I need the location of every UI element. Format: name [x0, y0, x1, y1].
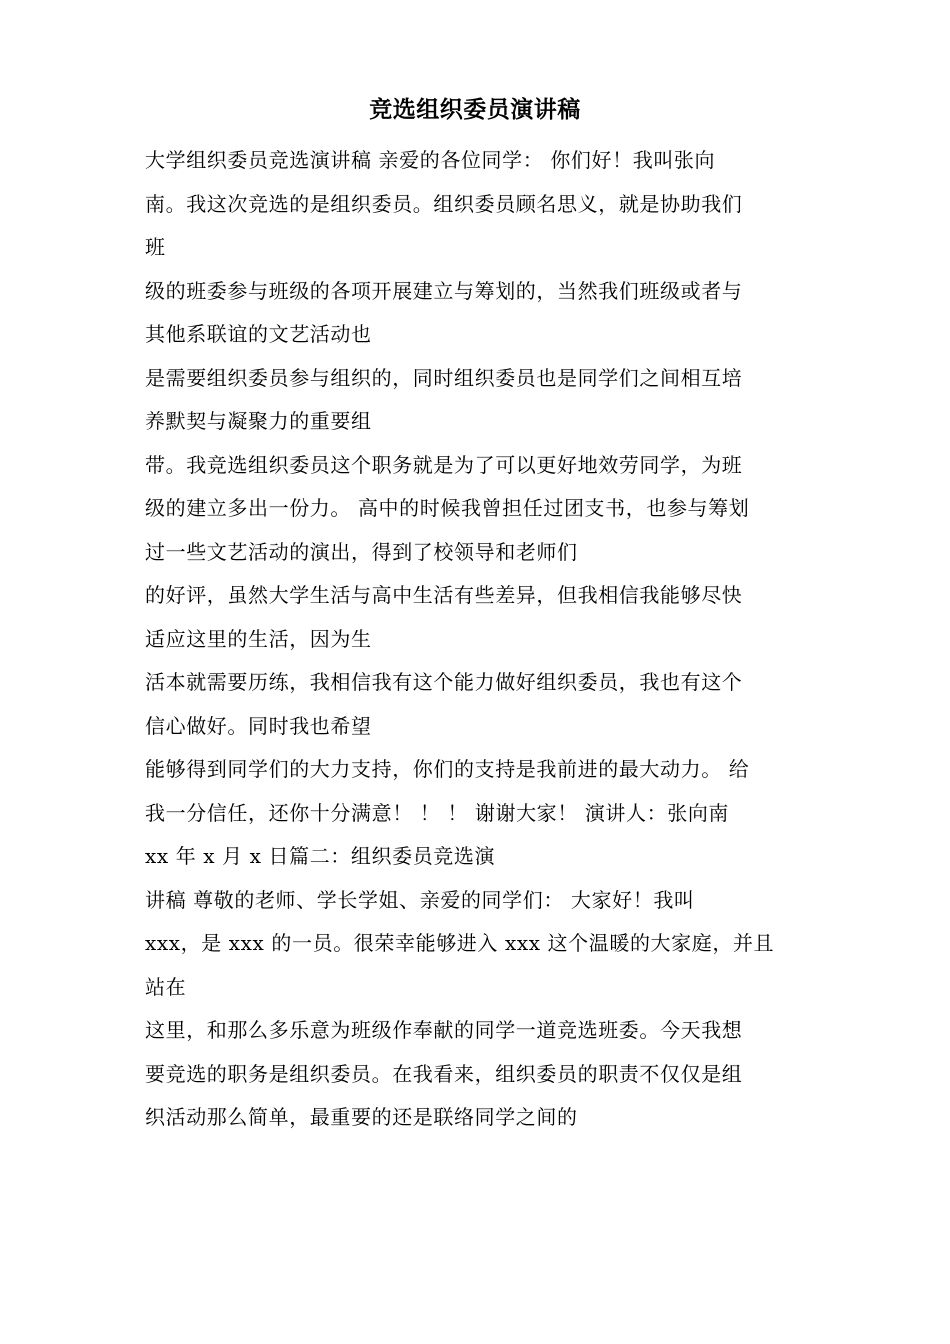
text-line: 是需要组织委员参与组织的，同时组织委员也是同学们之间相互培: [145, 365, 743, 390]
text-line: 养默契与凝聚力的重要组: [145, 409, 372, 433]
text-line: 的好评，虽然大学生活与高中生活有些差异，但我相信我能够尽快: [145, 583, 743, 607]
text-line: 讲稿 尊敬的老师、学长学姐、亲爱的同学们： 大家好！我叫: [145, 887, 695, 912]
text-line: 这里，和那么多乐意为班级作奉献的同学一道竞选班委。今天我想: [145, 1018, 743, 1042]
document-body: [145, 145, 810, 1146]
page-title: 竞选组织委员演讲稿: [369, 96, 581, 123]
text-line: 大学组织委员竞选演讲稿 亲爱的各位同学： 你们好！我叫张向: [145, 148, 716, 172]
text-line: 班: [145, 235, 166, 259]
text-line: 适应这里的生活，因为生: [145, 626, 372, 651]
text-line: 站在: [145, 974, 187, 999]
text-line: xxx，是 xxx 的一员。很荣幸能够进入 xxx 这个温暖的大家庭，并且: [145, 931, 775, 955]
text-line: 信心做好。同时我也希望: [145, 713, 372, 738]
text-line: 活本就需要历练，我相信我有这个能力做好组织委员，我也有这个: [145, 670, 743, 694]
text-line: 能够得到同学们的大力支持，你们的支持是我前进的最大动力。 给: [145, 757, 750, 781]
text-line: 织活动那么简单，最重要的还是联络同学之间的: [145, 1105, 578, 1129]
text-line: 级的班委参与班级的各项开展建立与筹划的，当然我们班级或者与: [145, 278, 743, 303]
text-line: xx 年 x 月 x 日篇二：组织委员竞选演: [145, 844, 496, 868]
text-line: 其他系联谊的文艺活动也: [145, 322, 372, 346]
text-line: 级的建立多出一份力。 高中的时候我曾担任过团支书，也参与筹划: [145, 496, 750, 520]
text-line: 南。我这次竞选的是组织委员。组织委员顾名思义，就是协助我们: [145, 191, 743, 216]
text-line: 要竞选的职务是组织委员。在我看来，组织委员的职责不仅仅是组: [145, 1061, 743, 1086]
text-line: 我一分信任，还你十分满意！ ！ ！ 谢谢大家！ 演讲人：张向南: [145, 800, 730, 825]
text-line: 带。我竞选组织委员这个职务就是为了可以更好地效劳同学，为班: [145, 452, 743, 477]
text-line: 过一些文艺活动的演出，得到了校领导和老师们: [145, 539, 578, 564]
